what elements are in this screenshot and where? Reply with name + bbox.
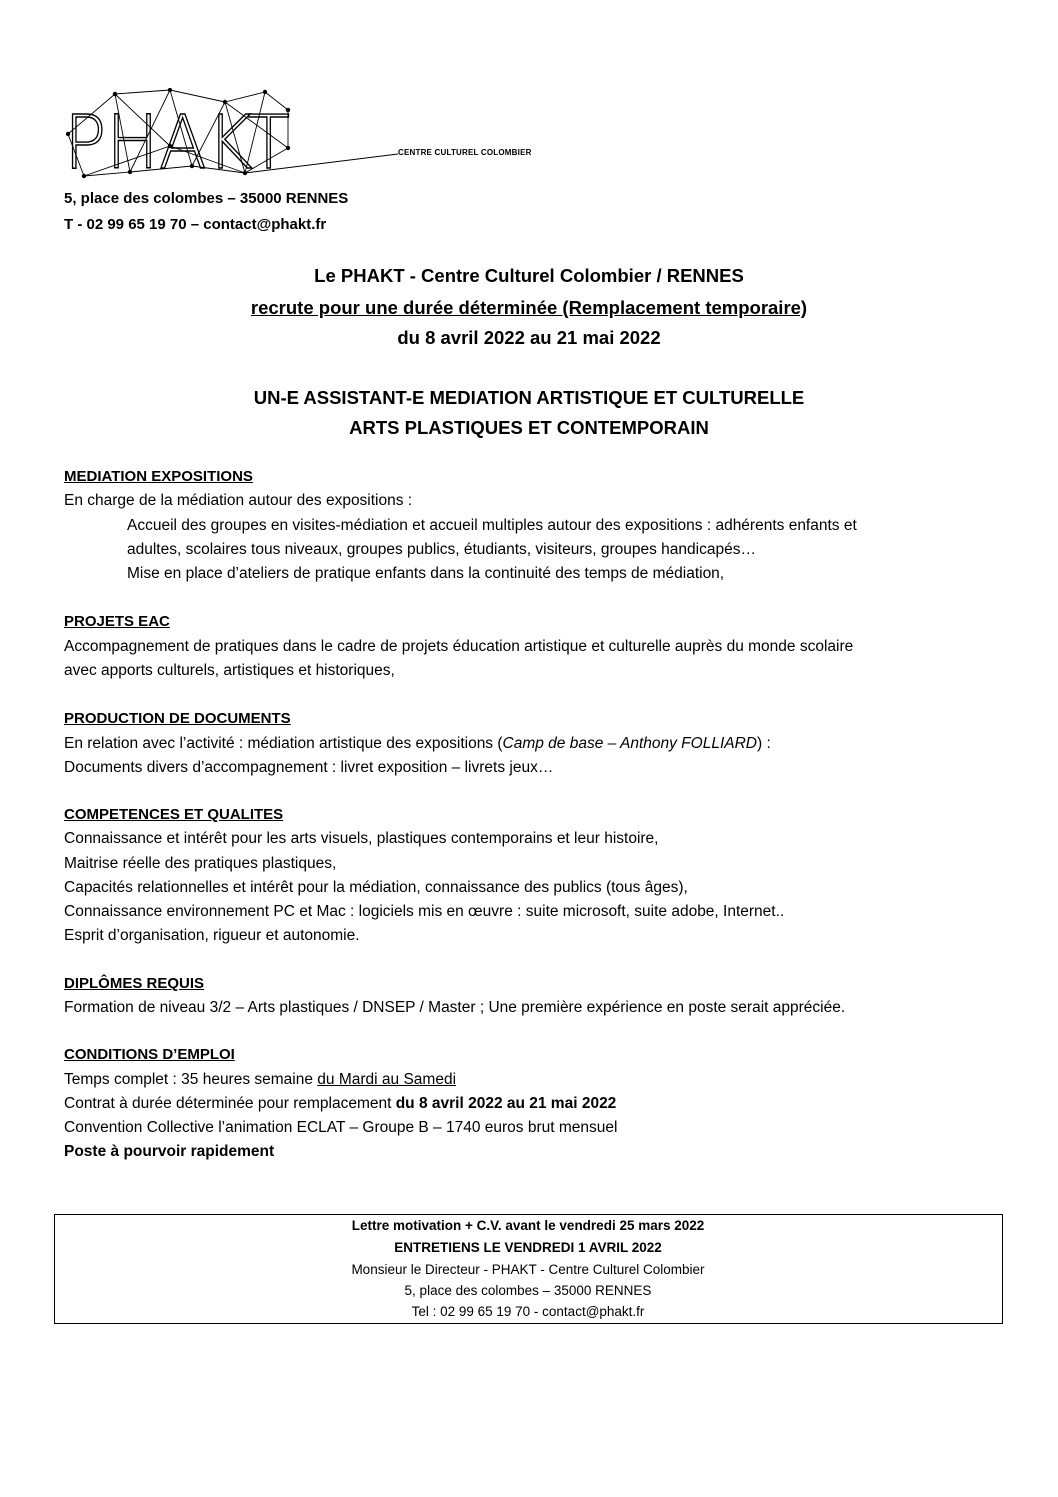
work-days: du Mardi au Samedi (317, 1071, 457, 1088)
application-deadline: Lettre motivation + C.V. avant le vendredi 25 mars 2022 (351, 1218, 705, 1233)
text-fragment: En relation avec l’activité : médiation artistique des expositions ( (64, 735, 503, 752)
text-line: Esprit d’organisation, rigueur et autonomie. (64, 927, 360, 944)
text-fragment: Temps complet : 35 heures semaine (64, 1071, 318, 1088)
section-heading-competences: COMPETENCES ET QUALITES (64, 806, 284, 823)
text-fragment: Contrat à durée déterminée pour remplacement (64, 1095, 396, 1112)
header-employer: Le PHAKT - Centre Culturel Colombier / RENNES (314, 265, 744, 286)
text-line: avec apports culturels, artistiques et historiques, (64, 662, 395, 679)
text-line (64, 1095, 616, 1113)
section-heading-mediation: MEDIATION EXPOSITIONS (64, 468, 253, 485)
text-line: Maitrise réelle des pratiques plastiques, (64, 855, 337, 872)
logo-wordmark: PHAKT (64, 100, 290, 184)
job-title: UN-E ASSISTANT-E MEDIATION ARTISTIQUE ET CULTURELLE (253, 387, 805, 408)
recipient-contact: Tel : 02 99 65 19 70 - contact@phakt.fr (411, 1304, 645, 1319)
section-heading-conditions: CONDITIONS D’EMPLOI (64, 1046, 235, 1063)
header-contract-type: recrute pour une durée déterminée (Remplacement temporaire) (250, 297, 808, 318)
text-line: Convention Collective l’animation ECLAT – Groupe B – 1740 euros brut mensuel (64, 1119, 618, 1136)
job-subtitle: ARTS PLASTIQUES ET CONTEMPORAIN (349, 417, 709, 438)
text-line: Poste à pourvoir rapidement (64, 1143, 275, 1160)
section-heading-production: PRODUCTION DE DOCUMENTS (64, 710, 291, 727)
text-line: Formation de niveau 3/2 – Arts plastiques / DNSEP / Master ; Une première expérience en poste serait appréciée. (64, 999, 846, 1016)
text-fragment: ) : (756, 735, 771, 752)
text-line: En charge de la médiation autour des expositions : (64, 492, 413, 509)
text-line: Mise en place d’ateliers de pratique enfants dans la continuité des temps de médiation, (127, 565, 725, 582)
contract-dates: du 8 avril 2022 au 21 mai 2022 (395, 1095, 617, 1112)
recipient-address: 5, place des colombes – 35000 RENNES (404, 1283, 652, 1298)
application-info-box (54, 1214, 1003, 1324)
contact-line: T - 02 99 65 19 70 – contact@phakt.fr (64, 216, 327, 233)
section-heading-diplomes: DIPLÔMES REQUIS (64, 975, 205, 992)
interview-date: ENTRETIENS LE VENDREDI 1 AVRIL 2022 (394, 1240, 662, 1255)
text-line (64, 735, 771, 753)
header-dates: du 8 avril 2022 au 21 mai 2022 (397, 327, 661, 348)
text-line: Connaissance et intérêt pour les arts visuels, plastiques contemporains et leur histoire, (64, 830, 659, 847)
text-line (64, 1071, 456, 1089)
exhibition-title: Camp de base – Anthony FOLLIARD (502, 735, 757, 752)
text-line: Documents divers d’accompagnement : livret exposition – livrets jeux… (64, 759, 554, 776)
text-line: Accompagnement de pratiques dans le cadre de projets éducation artistique et culturelle auprès du monde scolaire (64, 638, 854, 655)
logo-tagline: CENTRE CULTUREL COLOMBIER (398, 148, 532, 157)
address-line: 5, place des colombes – 35000 RENNES (64, 190, 349, 207)
text-line: Capacités relationnelles et intérêt pour la médiation, connaissance des publics (tous âges), (64, 879, 688, 896)
text-line: adultes, scolaires tous niveaux, groupes publics, étudiants, visiteurs, groupes handicapés… (127, 541, 756, 558)
phakt-logo (60, 88, 400, 184)
text-line: Connaissance environnement PC et Mac : logiciels mis en œuvre : suite microsoft, suite adobe, Internet.. (64, 903, 785, 920)
section-heading-eac: PROJETS EAC (64, 613, 170, 630)
recipient: Monsieur le Directeur - PHAKT - Centre Culturel Colombier (351, 1262, 705, 1277)
text-line: Accueil des groupes en visites-médiation et accueil multiples autour des expositions : adhérents enfants et (127, 517, 857, 534)
